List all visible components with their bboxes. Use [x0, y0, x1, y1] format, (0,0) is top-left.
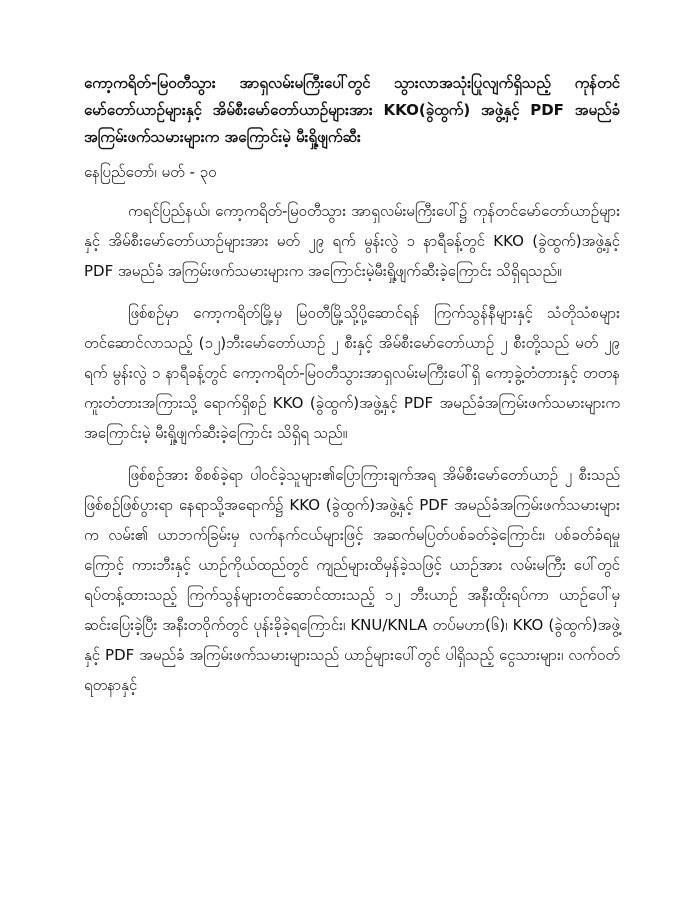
- paragraph-1: ကရင်ပြည်နယ်၊ ကော့ကရိတ်-မြဝတီသွား အာရှလမ်းမကြီးပေါ်၌ ကုန်တင်မော်တော်ယာဉ်များနှင့် အိမ်စီးမော်တော်ယာဉ်များအား မတ် ၂၉ ရက် မွန်းလွဲ ၁ နာရီခန့်တွင် KKO (ခွဲထွက်)အဖွဲ့နှင့် PDF အမည်ခံ အကြမ်းဖက်သမားများက အကြောင်းမဲ့မီးရှို့ဖျက်ဆီးခဲ့ကြောင်း သိရှိရသည်။: [84, 202, 620, 280]
- dateline: နေပြည်တော်၊ မတ် - ၃၀: [84, 163, 217, 181]
- document-title: ကော့ကရိတ်-မြဝတီသွား အာရှလမ်းမကြီးပေါ်တွင် သွားလာအသုံးပြုလျက်ရှိသည့် ကုန်တင်မော်တော်ယာဉ်များနှင့် အိမ်စီးမော်တော်ယာဉ်များအား KKO(ခွဲထွက်) အဖွဲ့နှင့် PDF အမည်ခံအကြမ်းဖက်သမားများက အကြောင်းမဲ့ မီးရှို့ဖျက်ဆီး: [84, 74, 620, 146]
- paragraph-3: ဖြစ်စဉ်အား စိစစ်ခဲ့ရာ ပါဝင်ခဲ့သူများ၏ပြောကြားချက်အရ အိမ်စီးမော်တော်ယာဉ် ၂ စီးသည် ဖြစ်စဉ်ဖြစ်ပွားရာ နေရာသို့အရောက်၌ KKO (ခွဲထွက်)အဖွဲ့နှင့် PDF အမည်ခံအကြမ်းဖက်သမားများက လမ်း၏ ယာဘက်ခြမ်းမှ လက်နက်ငယ်များဖြင့် အဆက်မပြတ်ပစ်ခတ်ခဲ့ကြောင်း၊ ပစ်ခတ်ခံရမှုကြောင့် ကားဘီးနှင့် ယာဉ်ကိုယ်ထည်တွင် ကျည်များထိမှန်ခဲ့သဖြင့် ယာဉ်အား လမ်းမကြီး ပေါ်တွင် ရပ်တန့်ထားသည့် ကြက်သွန်များတင်ဆောင်ထားသည့် ၁၂ ဘီးယာဉ် အနီးထိုးရပ်ကာ ယာဉ်ပေါ်မှ ဆင်းပြေးခဲ့ပြီး အနီးတဝိုက်တွင် ပုန်းခိုခဲ့ရကြောင်း၊ KNU/KNLA တပ်မဟာ(၆)၊ KKO (ခွဲထွက်)အဖွဲ့နှင့် PDF အမည်ခံ အကြမ်းဖက်သမားများသည် ယာဉ်များပေါ်တွင် ပါရှိသည့် ငွေသားများ၊ လက်ဝတ်ရတနာနှင့်: [84, 466, 620, 694]
- paragraph-2: ဖြစ်စဉ်မှာ ကော့ကရိတ်မြို့မှ မြဝတီမြို့သို့ပို့ဆောင်ရန် ကြက်သွန်နီများနှင့် သံတိုသံစများတင်ဆောင်လာသည့် (၁၂)ဘီးမော်တော်ယာဉ် ၂ စီးနှင့် အိမ်စီးမော်တော်ယာဉ် ၂ စီးတို့သည် မတ် ၂၉ ရက် မွန်းလွဲ ၁ နာရီခန့်တွင် ကော့ကရိတ်-မြဝတီသွားအာရှလမ်းမကြီးပေါ်ရှိ ကော့ခွဲ့တံတားနှင့် တတနကူးတံတားအကြားသို့ ရောက်ရှိစဉ် KKO (ခွဲထွက်)အဖွဲ့နှင့် PDF အမည်ခံအကြမ်းဖက်သမားများက အကြောင်းမဲ့ မီးရှို့ဖျက်ဆီးခဲ့ကြောင်း သိရှိရ သည်။: [84, 304, 620, 442]
